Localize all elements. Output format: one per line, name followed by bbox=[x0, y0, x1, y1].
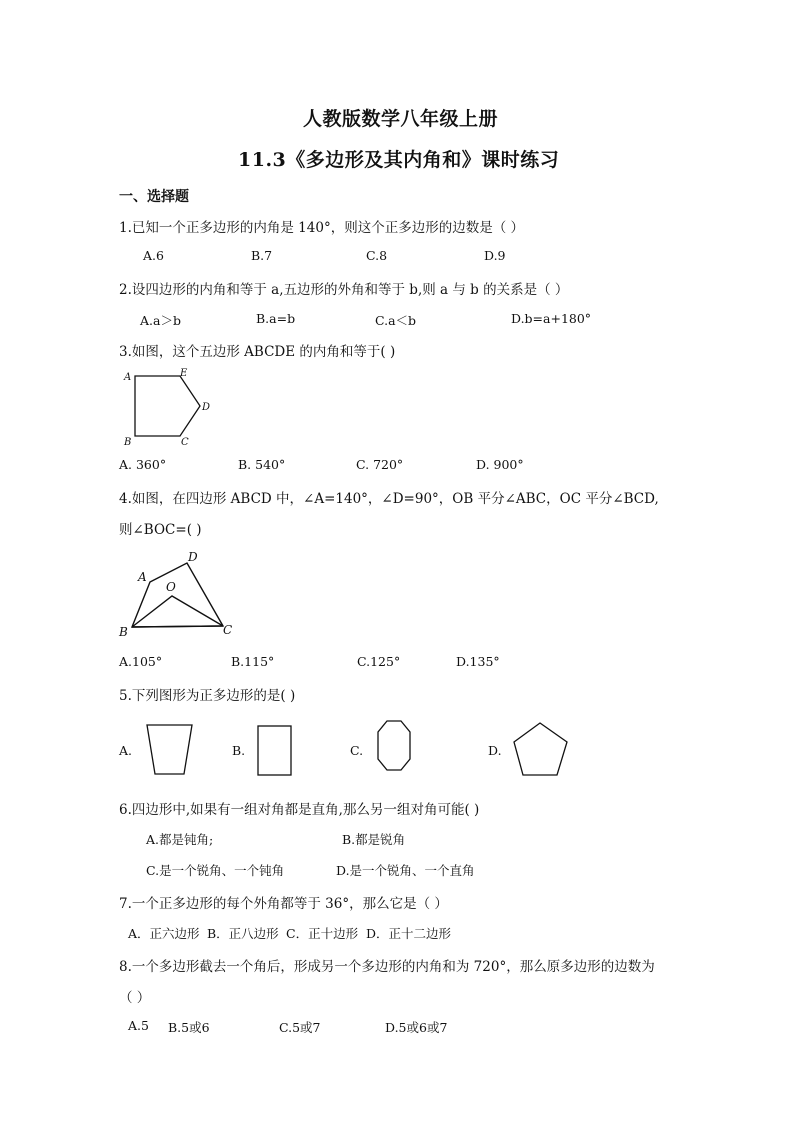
question-8-stem: 8.一个多边形截去一个角后，形成另一个多边形的内角和为 720°，那么原多边形的边数为 bbox=[119, 959, 655, 975]
label-B: B bbox=[124, 437, 132, 448]
q6-option-d: D.是一个锐角、一个直角 bbox=[336, 863, 475, 878]
question-5-stem: 5.下列图形为正多边形的是( ) bbox=[119, 688, 296, 704]
q4-option-d: D.135° bbox=[456, 654, 500, 669]
regular-pentagon-shape bbox=[512, 720, 570, 780]
quadrilateral-abcd-figure bbox=[116, 546, 240, 640]
label-D: D bbox=[202, 402, 211, 413]
q3-option-b: B. 540° bbox=[238, 457, 286, 472]
q4-option-b: B.115° bbox=[231, 654, 275, 669]
q3-option-a: A. 360° bbox=[119, 457, 167, 472]
q1-option-a: A.6 bbox=[143, 248, 164, 263]
question-4-stem-cont: 则∠BOC=( ) bbox=[119, 522, 202, 538]
page-title: 人教版数学八年级上册 bbox=[303, 108, 499, 130]
page-subtitle: 11.3《多边形及其内角和》课时练习 bbox=[238, 149, 560, 171]
q3-option-c: C. 720° bbox=[356, 457, 404, 472]
q8-option-d: D.5或6或7 bbox=[385, 1020, 448, 1035]
trapezoid-shape bbox=[145, 722, 195, 778]
irregular-octagon-shape bbox=[374, 718, 414, 774]
pentagon-abcde-figure bbox=[118, 366, 218, 448]
q1-option-c: C.8 bbox=[366, 248, 388, 263]
label-C: C bbox=[223, 623, 233, 637]
q5-option-c: C. bbox=[350, 743, 364, 758]
q2-option-c: C.a＜b bbox=[375, 313, 417, 328]
question-7-stem: 7.一个正多边形的每个外角都等于 36°，那么它是（ ） bbox=[119, 896, 448, 912]
question-1-stem: 1.已知一个正多边形的内角是 140°，则这个正多边形的边数是（ ） bbox=[119, 220, 524, 236]
q3-option-d: D. 900° bbox=[476, 457, 524, 472]
q5-option-a: A. bbox=[119, 743, 133, 758]
label-A: A bbox=[138, 570, 147, 584]
q5-option-b: B. bbox=[232, 743, 246, 758]
q1-option-d: D.9 bbox=[484, 248, 506, 263]
label-C: C bbox=[181, 437, 189, 448]
q2-option-a: A.a＞b bbox=[140, 313, 181, 328]
q7-option-b: B．正八边形 bbox=[207, 926, 279, 941]
question-3-stem: 3.如图，这个五边形 ABCDE 的内角和等于( ) bbox=[119, 344, 396, 360]
q4-option-c: C.125° bbox=[357, 654, 401, 669]
label-O: O bbox=[166, 580, 176, 594]
q7-option-d: D．正十二边形 bbox=[366, 926, 452, 941]
q5-option-d: D. bbox=[488, 743, 502, 758]
question-2-stem: 2.设四边形的内角和等于 a,五边形的外角和等于 b,则 a 与 b 的关系是（ ） bbox=[119, 282, 569, 298]
label-D: D bbox=[188, 550, 198, 564]
q6-option-c: C.是一个锐角、一个钝角 bbox=[146, 863, 285, 878]
q1-option-b: B.7 bbox=[251, 248, 273, 263]
question-6-stem: 6.四边形中,如果有一组对角都是直角,那么另一组对角可能( ) bbox=[119, 802, 480, 818]
q8-option-a: A.5 bbox=[128, 1018, 149, 1033]
q7-option-a: A．正六边形 bbox=[128, 926, 200, 941]
label-A: A bbox=[124, 372, 132, 383]
q4-option-a: A.105° bbox=[119, 654, 163, 669]
q7-option-c: C．正十边形 bbox=[286, 926, 359, 941]
q8-option-b: B.5或6 bbox=[168, 1020, 210, 1035]
label-E: E bbox=[180, 368, 188, 379]
label-B: B bbox=[119, 625, 128, 639]
q8-option-c: C.5或7 bbox=[279, 1020, 321, 1035]
rectangle-shape bbox=[256, 724, 294, 778]
q6-option-b: B.都是锐角 bbox=[342, 832, 406, 847]
q6-option-a: A.都是钝角; bbox=[146, 832, 214, 847]
section-heading: 一、选择题 bbox=[119, 189, 189, 205]
question-4-stem: 4.如图，在四边形 ABCD 中，∠A=140°，∠D=90°，OB 平分∠ABC，OC 平分∠BCD, bbox=[119, 491, 659, 507]
question-8-stem-cont: （ ） bbox=[119, 990, 151, 1006]
q2-option-b: B.a=b bbox=[256, 311, 296, 326]
q2-option-d: D.b=a+180° bbox=[511, 311, 592, 326]
